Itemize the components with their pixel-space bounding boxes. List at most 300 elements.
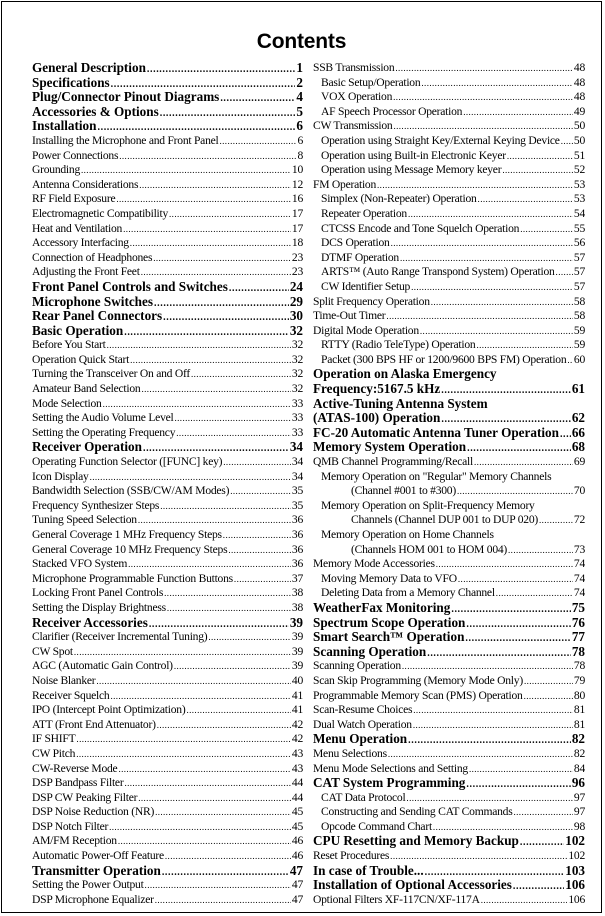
toc-page-number: 6 — [297, 133, 303, 147]
toc-entry-am-fm-reception[interactable] — [32, 834, 303, 849]
toc-entry-memory-operation-on-split-frequency-memory[interactable] — [313, 499, 585, 528]
toc-entry-title: Grounding — [32, 163, 80, 177]
toc-entry-accessories-options[interactable] — [32, 105, 303, 120]
toc-entry-title: QMB Channel Programming/Recall — [313, 455, 473, 469]
leader-dots — [413, 718, 573, 733]
toc-entry-cw-reverse-mode[interactable] — [32, 762, 303, 777]
toc-entry-smart-search-operation[interactable] — [313, 630, 585, 645]
toc-page-number: 34 — [291, 455, 303, 469]
toc-page-number: 41 — [291, 688, 303, 702]
toc-entry-cw-spot[interactable] — [32, 645, 303, 660]
toc-entry-title: Receiver Accessories — [32, 615, 148, 630]
toc-entry-receiver-operation[interactable] — [32, 440, 303, 455]
toc-page-number: 45 — [291, 819, 303, 833]
toc-entry-basic-setup-operation[interactable] — [313, 76, 585, 91]
toc-entry-deleting-data-from-a-memory-channel[interactable] — [313, 586, 585, 601]
toc-page-number: 81 — [573, 717, 585, 731]
toc-page-number: 43 — [291, 761, 303, 775]
toc-page-number: 106 — [568, 892, 585, 906]
toc-page-number: 80 — [573, 688, 585, 702]
toc-page-number: 60 — [573, 352, 585, 366]
toc-entry-title: Bandwidth Selection (SSB/CW/AM Modes) — [32, 484, 230, 498]
leader-dots — [110, 689, 290, 704]
toc-entry-turning-the-transceiver-on-and-off[interactable] — [32, 367, 303, 382]
leader-dots — [386, 309, 572, 324]
toc-entry-att-front-end-attenuator[interactable] — [32, 718, 303, 733]
toc-entry-dsp-bandpass-filter[interactable] — [32, 776, 303, 791]
toc-entry-agc-automatic-gain-control[interactable] — [32, 659, 303, 674]
toc-page-number: 36 — [291, 513, 303, 527]
toc-entry-time-out-timer[interactable] — [313, 309, 585, 324]
toc-entry-title: Digital Mode Operation — [313, 323, 419, 337]
toc-entry-title: Constructing and Sending CAT Commands — [321, 805, 513, 819]
toc-entry-title: Basic Setup/Operation — [321, 75, 421, 89]
toc-entry-title: CAT Data Protocol — [321, 790, 406, 804]
toc-page-number: 98 — [573, 819, 585, 833]
toc-entry-title: General Coverage 1 MHz Frequency Steps — [32, 528, 222, 541]
toc-entry-title: Setting the Audio Volume Level — [32, 411, 174, 425]
toc-entry-title: Receiver Operation — [32, 440, 142, 455]
toc-entry-electromagnetic-compatibility[interactable] — [32, 207, 303, 222]
leader-dots — [147, 63, 296, 76]
toc-entry-plug-connector-pinout-diagrams[interactable] — [32, 90, 303, 105]
toc-entry-title: Optional Filters XF-117CN/XF-117A — [313, 892, 480, 906]
toc-page-number: 48 — [573, 61, 585, 74]
toc-entry-scan-resume-choices[interactable] — [313, 703, 585, 718]
leader-dots — [411, 280, 573, 295]
leader-dots — [154, 297, 289, 310]
leader-dots — [98, 121, 296, 134]
leader-dots — [413, 703, 573, 718]
toc-entry-title: WeatherFax Monitoring — [313, 600, 451, 615]
toc-entry-rf-field-exposure[interactable] — [32, 192, 303, 207]
toc-entry-installing-the-microphone-and-front-panel[interactable] — [32, 134, 303, 149]
toc-entry-title: Connection of Headphones — [32, 250, 153, 264]
toc-page-number: 68 — [571, 440, 585, 455]
leader-dots — [524, 689, 573, 704]
toc-entry-reset-procedures[interactable] — [313, 849, 585, 864]
leader-dots — [160, 107, 296, 120]
toc-entry-spectrum-scope-operation[interactable] — [313, 616, 585, 631]
toc-entry-memory-operation-on-home-channels[interactable] — [313, 528, 585, 557]
toc-entry-title: Noise Blanker — [32, 673, 96, 687]
toc-page-number: 5 — [296, 104, 303, 119]
toc-page-number: 32 — [291, 338, 303, 352]
leader-dots — [103, 397, 291, 412]
toc-page-number: 50 — [573, 119, 585, 133]
toc-entry-title: Memory Mode Accessories — [313, 557, 435, 571]
toc-page-number: 32 — [291, 352, 303, 366]
toc-entry-rear-panel-connectors[interactable] — [32, 309, 303, 324]
toc-page-number: 35 — [291, 484, 303, 498]
toc-entry-title: Locking Front Panel Controls — [32, 586, 164, 600]
toc-entry-dtmf-operation[interactable] — [313, 251, 585, 266]
toc-page-number: 48 — [573, 75, 585, 89]
toc-entry-cw-transmission[interactable] — [313, 119, 585, 134]
toc-entry-title: IPO (Intercept Point Optimization) — [32, 703, 186, 717]
toc-entry-simplex-non-repeater-operation[interactable] — [313, 192, 585, 207]
toc-entry-general-coverage-10-mhz-frequency-steps[interactable] — [32, 543, 303, 558]
toc-entry-title: Dual Watch Operation — [313, 717, 412, 731]
toc-entry-title: Plug/Connector Pinout Diagrams — [32, 90, 220, 105]
toc-entry-title: Before You Start — [32, 338, 106, 352]
toc-entry-title: Microphone Programmable Function Buttons — [32, 571, 233, 585]
toc-page-number: 33 — [291, 411, 303, 425]
toc-entry-microphone-switches[interactable] — [32, 295, 303, 310]
toc-entry-title-cont: (Channel #001 to #300) — [351, 484, 456, 498]
toc-page-number: 75 — [571, 600, 585, 615]
toc-entry-ctcss-encode-and-tone-squelch-operation[interactable] — [313, 222, 585, 237]
leader-dots — [155, 893, 291, 908]
leader-dots — [76, 732, 290, 747]
leader-dots — [556, 265, 573, 280]
toc-entry-title: RTTY (Radio TeleType) Operation — [321, 338, 476, 352]
leader-dots — [143, 442, 289, 455]
toc-page-number: 102 — [565, 834, 585, 849]
toc-entry-cw-pitch[interactable] — [32, 747, 303, 762]
toc-page-number: 56 — [573, 236, 585, 250]
toc-page-number: 74 — [573, 557, 585, 571]
leader-dots — [128, 557, 291, 572]
toc-page-number: 50 — [573, 133, 585, 147]
toc-page-number: 53 — [573, 177, 585, 191]
leader-dots — [175, 411, 291, 426]
toc-entry-title: CPU Resetting and Memory Backup — [313, 834, 519, 849]
toc-entry-dsp-noise-reduction-nr[interactable] — [32, 805, 303, 820]
toc-entry-title: Heat and Ventilation — [32, 221, 123, 235]
toc-entry-amateur-band-selection[interactable] — [32, 382, 303, 397]
toc-entry-title: Simplex (Non-Repeater) Operation — [321, 192, 477, 206]
leader-dots — [130, 236, 291, 251]
leader-dots — [153, 251, 291, 266]
toc-entry-title: Antenna Considerations — [32, 177, 139, 191]
leader-dots — [155, 805, 291, 820]
toc-entry-title: Accessories & Options — [32, 104, 159, 119]
toc-entry-accessory-interfacing[interactable] — [32, 236, 303, 251]
toc-entry-scanning-operation[interactable] — [313, 645, 585, 660]
toc-entry-title: Installing the Microphone and Front Panel — [32, 133, 219, 147]
toc-entry-installation[interactable] — [32, 119, 303, 134]
toc-entry-title: Repeater Operation — [321, 206, 407, 220]
toc-entry-title: Operation using Straight Key/External Keying Device — [321, 133, 560, 147]
leader-dots — [118, 834, 291, 849]
toc-entry-memory-operation-on-regular-memory-channels[interactable] — [313, 470, 585, 499]
toc-entry-repeater-operation[interactable] — [313, 207, 585, 222]
leader-dots — [436, 557, 573, 572]
toc-entry-dcs-operation[interactable] — [313, 236, 585, 251]
toc-page-number: 102 — [568, 849, 585, 863]
toc-entry-title: Menu Operation — [313, 732, 408, 747]
toc-entry-title: CW Spot — [32, 644, 73, 658]
leader-dots — [76, 747, 291, 762]
toc-page-number: 32 — [291, 382, 303, 396]
toc-page-number: 38 — [291, 600, 303, 614]
toc-entry-title: Smart Search™ Operation — [313, 630, 465, 645]
toc-entry-if-shift[interactable] — [32, 732, 303, 747]
toc-entry-receiver-accessories[interactable] — [32, 616, 303, 631]
toc-entry-title: ARTS™ (Auto Range Transpond System) Operation — [321, 265, 555, 279]
toc-page-number: 42 — [291, 732, 303, 746]
toc-entry-clarifier-receiver-incremental-tuning[interactable] — [32, 630, 303, 645]
toc-entry-title: CW Pitch — [32, 746, 76, 760]
leader-dots — [496, 586, 573, 601]
leader-dots — [169, 207, 291, 222]
toc-entry-title: Automatic Power-Off Feature — [32, 849, 164, 863]
leader-dots — [513, 880, 564, 893]
toc-page-number: 74 — [573, 571, 585, 585]
toc-entry-title: Electromagnetic Compatibility — [32, 206, 169, 220]
toc-entry-noise-blanker[interactable] — [32, 674, 303, 689]
toc-entry-memory-mode-accessories[interactable] — [313, 557, 585, 572]
leader-dots — [408, 734, 571, 747]
toc-entry-fc-20-automatic-antenna-tuner-operation[interactable] — [313, 426, 585, 441]
leader-dots — [508, 543, 573, 558]
toc-entry-title: Adjusting the Front Feet — [32, 265, 140, 279]
toc-page-number: 18 — [291, 236, 303, 250]
toc-entry-setting-the-audio-volume-level[interactable] — [32, 411, 303, 426]
toc-entry-operation-using-message-memory-keyer[interactable] — [313, 163, 585, 178]
leader-dots — [223, 528, 291, 543]
leader-dots — [400, 251, 573, 266]
toc-entry-title: Microphone Switches — [32, 294, 154, 309]
toc-entry-title: Scanning Operation — [313, 659, 401, 673]
toc-entry-title: ATT (Front End Attenuator) — [32, 717, 156, 731]
toc-entry-before-you-start[interactable] — [32, 338, 303, 353]
toc-entry-antenna-considerations[interactable] — [32, 178, 303, 193]
toc-page-number: 61 — [571, 381, 585, 397]
leader-dots — [157, 718, 291, 733]
toc-page-number: 17 — [291, 221, 303, 235]
toc-page-number: 82 — [573, 746, 585, 760]
toc-page-number: 32 — [291, 367, 303, 381]
toc-page-number: 29 — [289, 294, 303, 309]
toc-entry-af-speech-processor-operation[interactable] — [313, 105, 585, 120]
toc-entry-cw-identifier-setup[interactable] — [313, 280, 585, 295]
toc-entry-menu-mode-selections-and-setting[interactable] — [313, 762, 585, 777]
toc-entry-title: Menu Selections — [313, 746, 387, 760]
toc-page-number: 47 — [291, 878, 303, 892]
toc-entry-title: Setting the Power Output — [32, 878, 144, 892]
toc-page-number: 16 — [291, 192, 303, 206]
leader-dots — [393, 119, 572, 134]
toc-entry-title: AGC (Automatic Gain Control) — [32, 659, 173, 673]
toc-entry-vox-operation[interactable] — [313, 90, 585, 105]
toc-page-number: 82 — [571, 732, 585, 747]
toc-page-number: 84 — [573, 761, 585, 775]
toc-entry-frequency-synthesizer-steps[interactable] — [32, 499, 303, 514]
leader-dots — [223, 455, 291, 470]
toc-entry-setting-the-display-brightness[interactable] — [32, 601, 303, 616]
leader-dots — [402, 659, 573, 674]
toc-entry-weatherfax-monitoring[interactable] — [313, 601, 585, 616]
toc-entry-receiver-squelch[interactable] — [32, 689, 303, 704]
toc-entry-constructing-and-sending-cat-commands[interactable] — [313, 805, 585, 820]
toc-entry-ssb-transmission[interactable] — [313, 61, 585, 76]
leader-dots — [163, 311, 289, 324]
toc-entry-ipo-intercept-point-optimization[interactable] — [32, 703, 303, 718]
toc-page-number: 32 — [289, 323, 303, 338]
toc-entry-title: Scan-Resume Choices — [313, 703, 413, 717]
leader-dots — [167, 601, 291, 616]
toc-page-number: 74 — [573, 586, 585, 600]
toc-entry-title: Operation using Message Memory keyer — [321, 163, 502, 177]
toc-entry-title: DTMF Operation — [321, 250, 399, 264]
toc-entry-icon-display[interactable] — [32, 470, 303, 485]
toc-entry-cpu-resetting-and-memory-backup[interactable] — [313, 834, 585, 849]
toc-entry-arts-auto-range-transpond-system-operation[interactable] — [313, 265, 585, 280]
toc-entry-operation-using-straight-key-external-keying-device[interactable] — [313, 134, 585, 149]
leader-dots — [96, 674, 291, 689]
toc-entry-dsp-cw-peaking-filter[interactable] — [32, 791, 303, 806]
toc-entry-title: CAT System Programming — [313, 776, 466, 791]
toc-page-number: 58 — [573, 309, 585, 323]
toc-entry-dual-watch-operation[interactable] — [313, 718, 585, 733]
leader-dots — [229, 282, 289, 295]
leader-dots — [107, 338, 291, 353]
leader-dots — [162, 866, 289, 879]
toc-entry-dsp-notch-filter[interactable] — [32, 820, 303, 835]
toc-page-number: 49 — [573, 104, 585, 118]
toc-entry-transmitter-operation[interactable] — [32, 864, 303, 879]
toc-entry-menu-selections[interactable] — [313, 747, 585, 762]
toc-entry-heat-and-ventilation[interactable] — [32, 222, 303, 237]
toc-entry-in-case-of-trouble[interactable] — [313, 864, 585, 879]
toc-entry-installation-of-optional-accessories[interactable] — [313, 878, 585, 893]
toc-entry-title: DSP Bandpass Filter — [32, 776, 124, 790]
toc-entry-automatic-power-off-feature[interactable] — [32, 849, 303, 864]
toc-entry-rtty-radio-teletype-operation[interactable] — [313, 338, 585, 353]
toc-entry-basic-operation[interactable] — [32, 324, 303, 339]
toc-page-number: 103 — [565, 863, 585, 878]
leader-dots — [228, 543, 291, 558]
toc-entry-bandwidth-selection-ssb-cw-am-modes[interactable] — [32, 484, 303, 499]
toc-page-number: 2 — [296, 75, 303, 90]
toc-entry-adjusting-the-front-feet[interactable] — [32, 265, 303, 280]
toc-entry-setting-the-operating-frequency[interactable] — [32, 426, 303, 441]
toc-entry-memory-system-operation[interactable] — [313, 440, 585, 455]
toc-entry-scan-skip-programming-memory-mode-only[interactable] — [313, 674, 585, 689]
toc-entry-setting-the-power-output[interactable] — [32, 878, 303, 893]
toc-entry-qmb-channel-programming-recall[interactable] — [313, 455, 585, 470]
toc-page-number: 47 — [289, 863, 303, 878]
toc-entry-active-tuning-antenna-system[interactable] — [313, 397, 585, 426]
toc-page-number: 10 — [291, 163, 303, 177]
leader-dots — [145, 878, 291, 893]
toc-entry-title: Setting the Operating Frequency — [32, 425, 176, 439]
toc-entry-title: AM/FM Reception — [32, 834, 117, 848]
leader-dots — [520, 222, 573, 237]
toc-entry-cat-system-programming[interactable] — [313, 776, 585, 791]
toc-entry-title: DSP Notch Filter — [32, 819, 109, 833]
toc-entry-title: CW Transmission — [313, 119, 393, 133]
toc-entry-opcode-command-chart[interactable] — [313, 820, 585, 835]
toc-entry-scanning-operation[interactable] — [313, 659, 585, 674]
toc-entry-operation-using-built-in-electronic-keyer[interactable] — [313, 149, 585, 164]
toc-entry-power-connections[interactable] — [32, 149, 303, 164]
toc-entry-moving-memory-data-to-vfo[interactable] — [313, 572, 585, 587]
toc-page-number: 34 — [291, 469, 303, 483]
toc-entry-title-cont: (ATAS-100) Operation — [313, 410, 441, 426]
toc-entry-title: Operating Function Selector ([FUNC] key) — [32, 455, 223, 469]
toc-entry-title: Front Panel Controls and Switches — [32, 279, 228, 294]
toc-page-number: 47 — [291, 892, 303, 906]
leader-dots — [393, 90, 573, 105]
toc-entry-title: VOX Operation — [321, 90, 393, 104]
toc-page-number: 72 — [573, 513, 585, 527]
leader-dots — [186, 703, 290, 718]
leader-dots — [124, 776, 290, 791]
toc-entry-optional-filters-xf-117cn-xf-117a[interactable] — [313, 893, 585, 908]
leader-dots — [431, 295, 573, 310]
leader-dots — [514, 805, 573, 820]
leader-dots — [160, 499, 291, 514]
toc-page-number: 43 — [291, 746, 303, 760]
toc-entry-split-frequency-operation[interactable] — [313, 295, 585, 310]
toc-page-number: 79 — [573, 673, 585, 687]
toc-entry-operation-quick-start[interactable] — [32, 353, 303, 368]
toc-entry-fm-operation[interactable] — [313, 178, 585, 193]
toc-entry-operation-on-alaska-emergency[interactable] — [313, 367, 585, 396]
toc-entry-locking-front-panel-controls[interactable] — [32, 586, 303, 601]
toc-entry-menu-operation[interactable] — [313, 732, 585, 747]
toc-page-number: 23 — [291, 250, 303, 264]
leader-dots — [230, 484, 291, 499]
toc-page-number: 33 — [291, 396, 303, 410]
toc-entry-packet-300-bps-hf-or-1200-9600-bps-fm-operation[interactable] — [313, 353, 585, 368]
toc-page-number: 6 — [296, 119, 303, 134]
toc-page-number: 53 — [573, 192, 585, 206]
toc-entry-title: Tuning Speed Selection — [32, 513, 137, 527]
toc-entry-programmable-memory-scan-pms-operation[interactable] — [313, 689, 585, 704]
toc-entry-dsp-microphone-equalizer[interactable] — [32, 893, 303, 908]
toc-entry-mode-selection[interactable] — [32, 397, 303, 412]
toc-entry-title: Opcode Command Chart — [321, 819, 432, 833]
toc-entry-title: Memory Operation on Split-Frequency Memory — [321, 498, 535, 512]
leader-dots — [481, 893, 568, 908]
toc-entry-connection-of-headphones[interactable] — [32, 251, 303, 266]
toc-entry-specifications[interactable] — [32, 76, 303, 91]
toc-entry-general-description[interactable] — [32, 61, 303, 76]
toc-entry-title: Programmable Memory Scan (PMS) Operation — [313, 688, 523, 702]
toc-entry-stacked-vfo-system[interactable] — [32, 557, 303, 572]
toc-entry-digital-mode-operation[interactable] — [313, 324, 585, 339]
toc-entry-operating-function-selector-func-key[interactable] — [32, 455, 303, 470]
toc-entry-tuning-speed-selection[interactable] — [32, 513, 303, 528]
leader-dots — [427, 647, 571, 660]
toc-page-number: 39 — [289, 615, 303, 630]
leader-dots — [467, 442, 571, 455]
toc-entry-title: DCS Operation — [321, 236, 390, 250]
toc-page-number: 1 — [296, 61, 303, 75]
toc-entry-title: DSP Microphone Equalizer — [32, 892, 154, 906]
leader-dots — [420, 324, 573, 339]
toc-page-number: 39 — [291, 659, 303, 673]
toc-page-number: 69 — [573, 455, 585, 469]
toc-entry-title: Rear Panel Connectors — [32, 309, 163, 324]
toc-page-number: 40 — [291, 673, 303, 687]
toc-entry-microphone-programmable-function-buttons[interactable] — [32, 572, 303, 587]
toc-entry-title: Time-Out Timer — [313, 309, 386, 323]
toc-entry-front-panel-controls-and-switches[interactable] — [32, 280, 303, 295]
toc-entry-grounding[interactable] — [32, 163, 303, 178]
leader-dots — [123, 222, 291, 237]
toc-entry-cat-data-protocol[interactable] — [313, 791, 585, 806]
leader-dots — [234, 572, 291, 587]
leader-dots — [520, 836, 564, 849]
toc-page-number: 59 — [573, 323, 585, 337]
toc-entry-general-coverage-1-mhz-frequency-steps[interactable] — [32, 528, 303, 543]
leader-dots — [395, 61, 573, 76]
